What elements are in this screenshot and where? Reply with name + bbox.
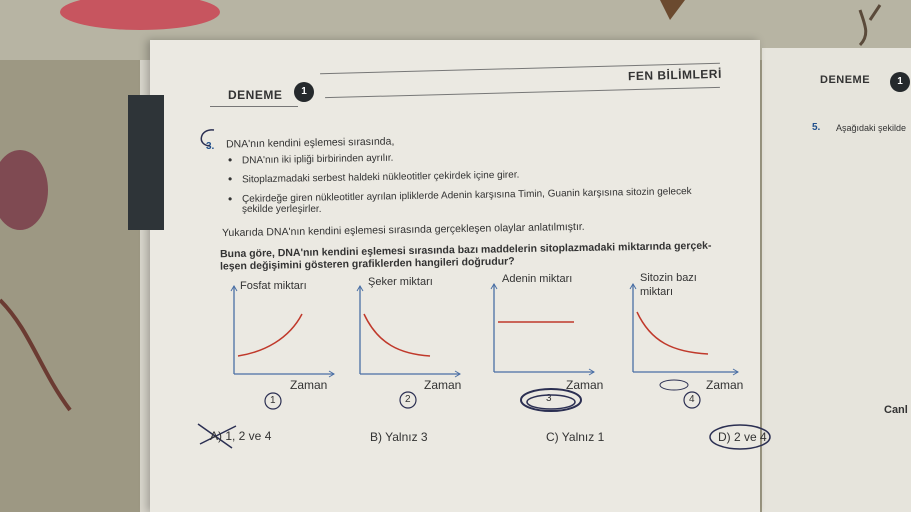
graph1-number-circle (265, 393, 281, 409)
graph1-xlabel: Zaman (290, 378, 328, 392)
question-intro: DNA'nın kendini eşlemesi sırasında, (225, 135, 395, 151)
option-d[interactable]: D) 2 ve 4 (718, 430, 767, 444)
graph1-ylabel: Fosfat miktarı (240, 280, 307, 292)
graph2-curve (364, 314, 430, 356)
deneme-number-badge: 1 (294, 82, 314, 102)
graph3-xlabel: Zaman (566, 378, 604, 392)
bullet-text-3-cont: şekilde yerleşirler. (242, 204, 322, 215)
graph2-number: 2 (405, 394, 411, 405)
question-prompt-line1: Buna göre, DNA'nın kendini eşlemesi sırasında bazı maddelerin sitoplazmadaki miktarında gerçek- (219, 239, 712, 261)
graph4-number-circle (684, 392, 700, 408)
option-b[interactable]: B) Yalnız 3 (370, 430, 428, 444)
graph2-xlabel: Zaman (424, 378, 462, 392)
graph3-ylabel: Adenin miktarı (502, 273, 573, 285)
graph4-curve (637, 312, 708, 354)
graph3-scribble-inner (527, 395, 575, 409)
question-prompt-line2: leşen değişimini gösteren grafiklerden hangileri doğrudur? (219, 255, 515, 273)
graph1-curve (238, 314, 302, 356)
bullet-text-1: DNA'nın iki ipliği birbirinden ayrılır. (241, 152, 394, 167)
graph3-scribble (521, 389, 581, 411)
graph2-number-circle (400, 392, 416, 408)
question-number: 3. (206, 141, 215, 152)
deneme-tag: DENEME (228, 88, 283, 102)
next-question-text: Aşağıdaki şekilde (836, 123, 907, 133)
graph3-number: 3 (546, 393, 552, 404)
graph4-ylabel-line2: miktarı (640, 286, 673, 298)
option-a[interactable]: A) 1, 2 ve 4 (210, 429, 272, 443)
bullet-text-2: Sitoplazmadaki serbest haldeki nükleotitler çekirdek içine girer. (241, 169, 520, 186)
graph4-ylabel-line1: Sitozin bazı (640, 272, 697, 284)
question-pen-mark (201, 130, 214, 146)
graph4-xlabel: Zaman (706, 378, 744, 392)
graph4-pen-mark (660, 380, 688, 390)
question-statement: Yukarıda DNA'nın kendini eşlemesi sırasında gerçekleşen olaylar anlatılmıştır. (221, 220, 585, 240)
next-deneme-tag: DENEME (820, 74, 871, 86)
bullet-1: • (228, 153, 233, 167)
next-deneme-number: 1 (890, 72, 910, 92)
bullet-2: • (228, 172, 233, 186)
subject-title: FEN BİLİMLERİ (627, 66, 722, 84)
next-page-fragment: Canl (884, 404, 908, 416)
option-c[interactable]: C) Yalnız 1 (546, 430, 605, 444)
graph2-ylabel: Şeker miktarı (368, 276, 433, 288)
graph4-number: 4 (689, 394, 695, 405)
bullet-3: • (228, 192, 233, 206)
bullet-text-3: Çekirdeğe giren nükleotitler ayrılan ipliklerde Adenin karşısına Timin, Guanin karşısına sitozin gelecek (241, 186, 692, 205)
next-question-number: 5. (812, 122, 821, 133)
graph1-number: 1 (270, 395, 276, 406)
